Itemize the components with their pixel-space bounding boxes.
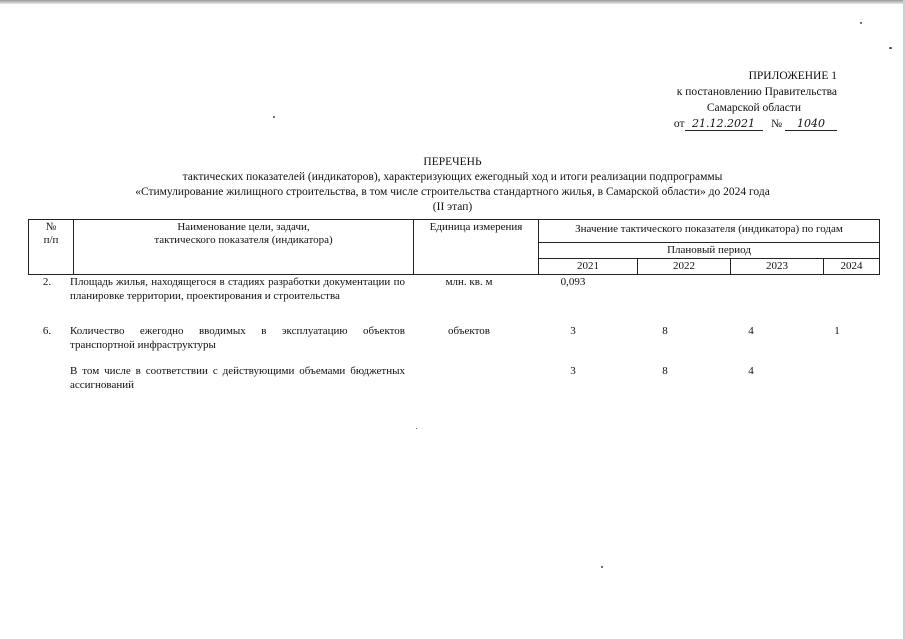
col-header-year: 2022 [638,259,731,275]
row-value-2024: 1 [834,325,840,337]
col-header-planning-period: Плановый период [539,243,880,259]
handwritten-date: 21.12.2021 [685,118,763,131]
row-value-2021: 0,093 [560,276,586,288]
scan-edge-top [0,0,905,4]
scan-speck [889,47,892,49]
handwritten-number: 1040 [785,118,837,131]
col-header-number-abbr: п/п [43,234,59,246]
document-title: ПЕРЕЧЕНЬ [423,156,482,168]
row-value-2023: 4 [748,325,754,337]
scan-speck [601,566,603,568]
appendix-region-line: Самарской области [706,102,801,114]
col-header-name [74,220,414,275]
appendix-title: ПРИЛОЖЕНИЕ 1 [748,70,837,82]
appendix-block [597,68,837,132]
row-value-2022: 8 [662,325,668,337]
row-number: 6. [42,325,52,337]
row-value-2021: 3 [570,325,576,337]
appendix-date-number-line [597,116,837,132]
scan-speck [273,116,275,118]
col-header-number-sign: № [45,221,57,233]
col-header-name-line1: Наименование цели, задачи, [177,221,310,233]
appendix-decree-line: к постановлению Правительства [676,86,837,98]
heading-line-2: «Стимулирование жилищного строительства, в том числе строительства стандартного жилья, в Самарской области» до 2024 года [135,186,770,198]
row-number: 2. [42,276,52,288]
date-prefix: от [673,118,685,130]
indicators-table-header [28,219,880,275]
scan-speck [860,22,862,24]
row-indicator-name: Площадь жилья, находящегося в стадиях разработки документации по планировке территории, проектирования и строительства [70,276,405,302]
row-unit: млн. кв. м [445,276,493,288]
col-header-unit: Единица измерения [414,220,539,275]
col-header-year: 2021 [539,259,638,275]
col-header-year: 2023 [731,259,824,275]
scan-speck [416,428,417,429]
row-value-2022: 8 [662,365,668,377]
col-header-name-line2: тактического показателя (индикатора) [154,234,333,246]
row-value-2023: 4 [748,365,754,377]
col-header-year: 2024 [824,259,880,275]
row-indicator-name: Количество ежегодно вводимых в эксплуатацию объектов транспортной инфраструктуры [70,325,405,351]
col-header-number [29,220,74,275]
row-value-2021: 3 [570,365,576,377]
heading-line-1: тактических показателей (индикаторов), характеризующих ежегодный ход и итоги реализации подпрограммы [182,171,723,183]
row-indicator-name: В том числе в соответствии с действующими объемами бюджетных ассигнований [70,365,405,391]
document-heading [0,155,905,215]
number-prefix: № [771,118,783,130]
row-unit: объектов [448,325,490,337]
col-header-values-group: Значение тактического показателя (индикатора) по годам [539,220,880,243]
heading-line-3: (II этап) [432,201,473,213]
